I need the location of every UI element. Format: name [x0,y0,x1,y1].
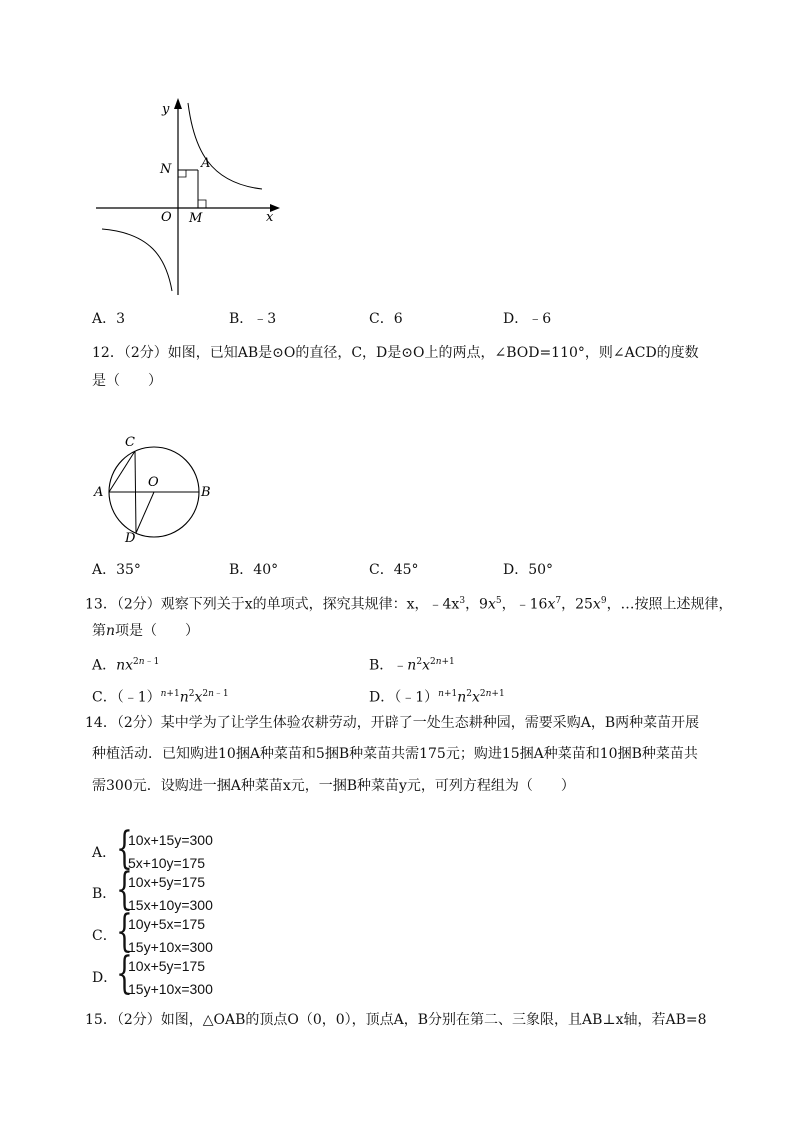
chord-CD [135,451,136,533]
q14-option-a-eq1: 10x+15y=300 [128,832,213,848]
q11-option-b: B．﹣3 [229,311,277,327]
brace-icon: { [116,906,133,957]
label-A: A [201,156,211,171]
q14-stem-line2: 种植活动．已知购进10捆A种菜苗和5捆B种菜苗共需175元；购进15捆A种菜苗和10捆B种菜苗共 [92,746,698,762]
q14-option-d-eq2: 15y+10x=300 [128,981,213,997]
q13-option-d: D．$(﹣1)^{n+1}n^2x^{2n+1}$ [369,689,505,706]
q14-option-c-eq2: 15y+10x=300 [128,939,213,955]
q13-option-a: A．$nx^{2n﹣1}$ [92,657,160,674]
q15-stem-line1: 15．（2分）如图，△OAB的顶点O（0，0），顶点A，B分别在第二、三象限，且AB⊥x轴，若AB=8 [85,1012,707,1028]
q14-option-d-label: D． [92,970,118,986]
q12-circle-figure [88,432,218,542]
brace-icon: { [116,864,133,915]
label-D: D [125,531,136,542]
q14-stem-line3: 需300元．设购进一捆A种菜苗x元，一捆B种菜苗y元，可列方程组为（ ） [92,778,575,794]
q12-option-c: C．45° [369,562,419,578]
right-angle-mark-N [178,170,186,177]
y-axis-arrow-icon [174,98,182,109]
label-y: y [162,102,170,117]
q14-stem-line1: 14．（2分）某中学为了让学生体验农耕劳动，开辟了一处生态耕种园，需要采购A，B两种菜苗开展 [85,715,700,731]
label-N: N [160,162,172,177]
q11-option-d: D．﹣6 [503,311,552,327]
chord-AC [109,451,135,492]
q12-stem-line2: 是（ ） [92,373,162,389]
q12-option-d: D．50° [503,562,554,578]
hyperbola-branch-1 [188,103,262,189]
q11-graph [90,95,290,295]
q14-option-a-eq2: 5x+10y=175 [128,855,206,871]
radius-OD [136,492,154,533]
q14-option-b-eq2: 15x+10y=300 [128,897,213,913]
q13-stem-line1: 13．（2分）观察下列关于x的单项式，探究其规律：x，$﹣4x^3$，$9x^5$，$﹣16x^7$，$25x^9$，…按照上述规律， [85,596,733,613]
q14-option-a-label: A． [92,845,117,861]
label-O: O [161,210,172,225]
q12-option-b: B．40° [229,562,279,578]
brace-icon: { [116,948,133,999]
q14-option-d-eq1: 10x+5y=175 [128,958,206,974]
q11-option-c: C．6 [369,311,403,327]
q11-option-a: A．3 [92,311,126,327]
q12-stem-line1: 12．（2分）如图，已知AB是⊙O的直径，C，D是⊙O上的两点，∠BOD=110°，则∠ACD的度数 [92,345,699,361]
hyperbola-branch-2 [102,229,172,291]
label-A: A [94,485,104,500]
q13-option-c: C．$(﹣1)^{n+1}n^2x^{2n﹣1}$ [92,689,229,706]
q12-option-a: A．35° [92,562,141,578]
q14-option-c-eq1: 10y+5x=175 [128,916,206,932]
brace-icon: { [116,823,133,874]
label-C: C [125,435,135,450]
q14-option-c-label: C． [92,928,117,944]
q14-option-b-label: B． [92,886,117,902]
right-angle-mark-M [198,200,206,208]
q13-stem-prefix: 13．（2分）观察下列关于x的单项式，探究其规律：x，﹣4x [85,596,460,613]
q13-option-b: B．$﹣n^2x^{2n+1}$ [369,657,455,674]
label-x: x [266,210,274,225]
label-B: B [201,485,211,500]
label-M: M [189,211,203,226]
q14-option-b-eq1: 10x+5y=175 [128,874,206,890]
q13-stem-line2: 第n项是（ ） [92,623,200,639]
label-O: O [148,475,159,490]
